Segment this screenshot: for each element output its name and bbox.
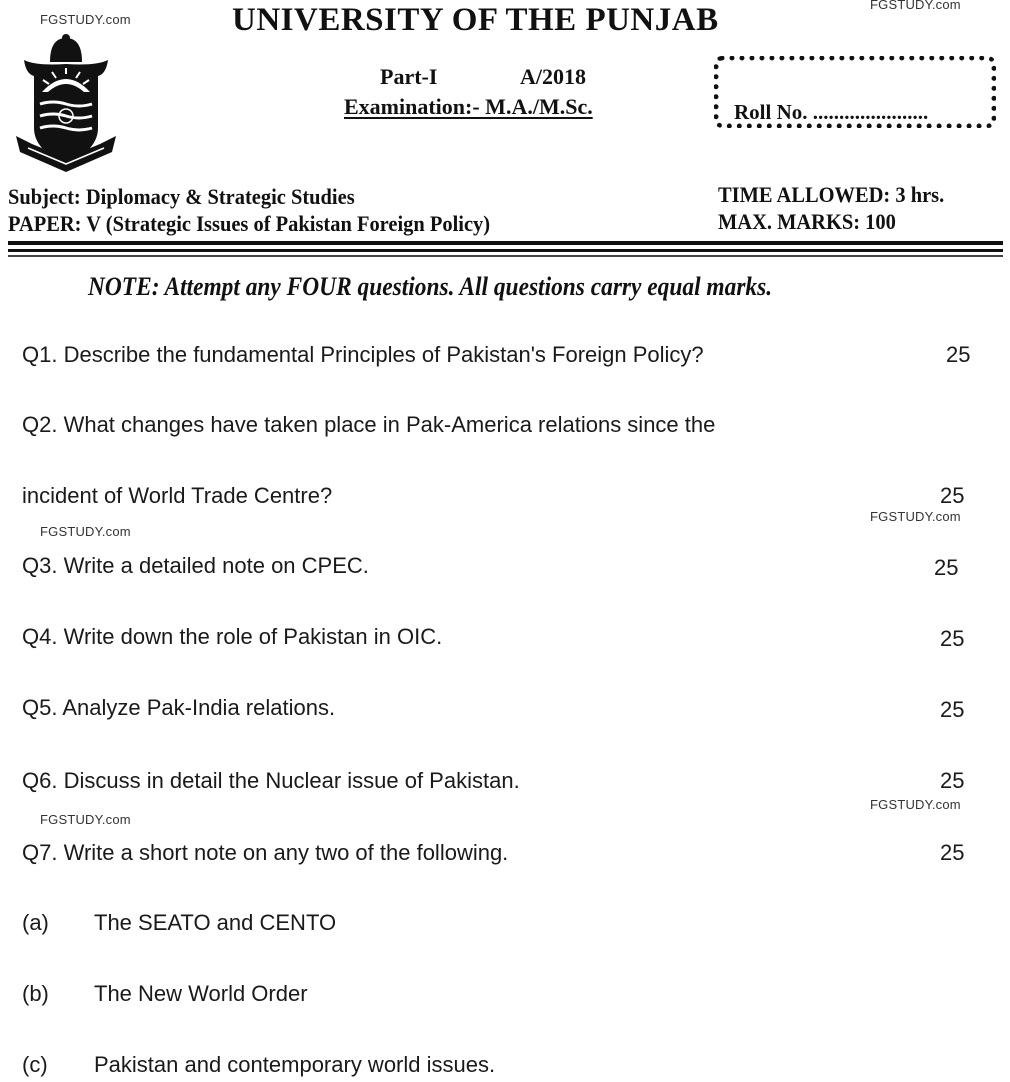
header-divider <box>8 255 1003 257</box>
q7-part-a-label: (a) <box>22 910 49 935</box>
watermark: FGSTUDY.com <box>40 12 131 27</box>
crest-icon <box>12 32 120 174</box>
watermark: FGSTUDY.com <box>870 509 961 524</box>
question-3: Q3. Write a detailed note on CPEC. <box>22 553 369 578</box>
watermark: FGSTUDY.com <box>40 524 131 539</box>
session-label: A/2018 <box>520 64 586 89</box>
subject-label: Subject: Diplomacy & Strategic Studies <box>8 184 355 209</box>
roll-number-label: Roll No. ...................... <box>734 100 929 124</box>
question-5-marks: 25 <box>940 697 965 722</box>
question-2: Q2. What changes have taken place in Pak-America relations since the <box>22 412 716 437</box>
examination-label: Examination:- M.A./M.Sc. <box>344 94 593 119</box>
question-7-marks: 25 <box>940 840 965 865</box>
question-1: Q1. Describe the fundamental Principles of Pakistan's Foreign Policy? <box>22 342 704 367</box>
q7-part-b-text: The New World Order <box>94 981 308 1006</box>
q7-part-c-label: (c) <box>22 1052 48 1077</box>
university-crest-logo <box>12 32 120 174</box>
header-divider <box>8 241 1003 245</box>
instructions-note: NOTE: Attempt any FOUR questions. All questions carry equal marks. <box>88 272 773 301</box>
q7-part-b-label: (b) <box>22 981 49 1006</box>
question-6-marks: 25 <box>940 768 965 793</box>
time-allowed-label: TIME ALLOWED: 3 hrs. <box>718 182 945 207</box>
part-label: Part-I <box>380 64 438 89</box>
q7-part-a-text: The SEATO and CENTO <box>94 910 337 935</box>
watermark: FGSTUDY.com <box>870 0 961 12</box>
watermark: FGSTUDY.com <box>40 812 131 827</box>
header-divider <box>8 249 1003 252</box>
question-1-marks: 25 <box>946 342 971 367</box>
question-2-marks: 25 <box>940 483 965 508</box>
question-4-marks: 25 <box>940 626 965 651</box>
question-5: Q5. Analyze Pak-India relations. <box>22 695 336 720</box>
max-marks-label: MAX. MARKS: 100 <box>718 209 896 234</box>
watermark: FGSTUDY.com <box>870 797 961 812</box>
university-title: UNIVERSITY OF THE PUNJAB <box>232 2 719 38</box>
paper-label: PAPER: V (Strategic Issues of Pakistan Foreign Policy) <box>8 211 491 236</box>
q7-part-c-text: Pakistan and contemporary world issues. <box>94 1052 496 1077</box>
question-3-marks: 25 <box>934 555 959 580</box>
question-2-continuation: incident of World Trade Centre? <box>22 483 333 508</box>
question-7: Q7. Write a short note on any two of the following. <box>22 840 509 865</box>
question-6: Q6. Discuss in detail the Nuclear issue of Pakistan. <box>22 768 520 793</box>
question-4: Q4. Write down the role of Pakistan in OIC. <box>22 624 443 649</box>
